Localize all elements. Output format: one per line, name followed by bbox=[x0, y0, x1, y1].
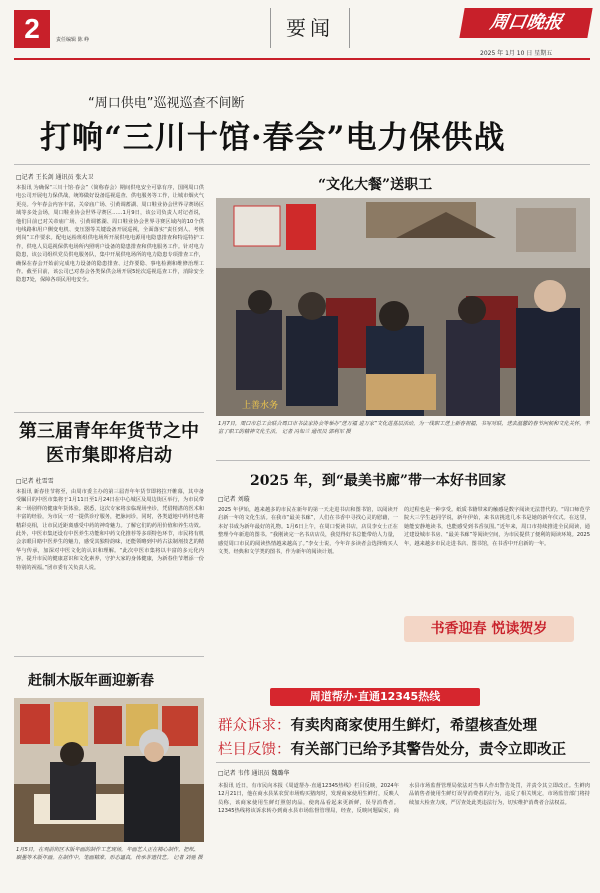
culture-photo bbox=[216, 198, 590, 416]
books-byline: □记者 刘璇 bbox=[218, 496, 250, 503]
help-divider bbox=[216, 762, 590, 763]
fair-divider bbox=[14, 412, 204, 413]
help-line-1-text: 有卖肉商家使用生鲜灯，希望核查处理 bbox=[290, 717, 537, 734]
books-body-left: 2025 年伊始，越来越多的市民在新年的第一天走进书店和图书馆，以阅读开启新一年的文化生活。在我市“最美书廊”，人们在书香中寻找心灵的慰藉，一本好书成为新年最好的礼物。1月6日上午，在周口悦读书店，店员李女士正在整理今年新进的图书。“我刚读完一名书店店员，我觉得好书总能带给人力量，感觉周口市民的阅读热情越来越高了。”李女士说，今年许多读者会选择购买人文类、经典和文学类的图书，作为新年的阅读计划。 bbox=[218, 507, 398, 556]
fair-headline: 第三届青年年货节之中医市集即将启动 bbox=[19, 421, 199, 466]
lead-headline: 打响“三川十馆·春会”电力保供战 bbox=[40, 120, 506, 156]
fair-body: 本报讯 新春佳节将至，由周市委主办的第三届青年年货节即将拉开帷幕，其中备受瞩目的中医市集将于1月11日至1月24日在中心城区及周边街区举行，为市民带来一场别样的健康年货体验。据悉，这次专家将亲临现场坐诊，凭借精湛的医术和丰富的经验，为市民一对一提供诊疗服务，把脉问诊，同时，各类道地中药材也将精彩亮相，让市民近距离感受中药的神奇魅力。了解它们的药用价值和养生功效。此外，中医市集还设有中医养生功能和中药文化推荐等多项特色环节，市民将有机会亲眼目睹中医养生的魅力，感受其独特韵味，还能领略到中药古法制剂技艺的精华与传承，加深对中医文化的认识和理解。“此次中医市集将以丰富的多元化内容，提升市民的健康意识和文化素养，守护大家的身体健康，为新春佳节增添一份特别的祝福。”团市委有关负责人说。 bbox=[16, 489, 204, 571]
books-headline: 2025 年，到“最美书廊”带一本好书回家 bbox=[250, 473, 506, 489]
culture-headline: “文化大餐”送职工 bbox=[318, 177, 433, 193]
fair-byline: □记者 杜雪雪 bbox=[16, 478, 54, 485]
help-line-1-label: 群众诉求： bbox=[218, 718, 291, 734]
culture-photo-illustration bbox=[216, 198, 590, 416]
woodcut-headline: 赶制木版年画迎新春 bbox=[28, 673, 154, 689]
woodcut-divider bbox=[14, 656, 204, 657]
help-banner: 周道帮办·直通12345热线 bbox=[270, 688, 480, 706]
page-number: 2 bbox=[14, 10, 50, 48]
help-line-2-label: 栏目反馈： bbox=[218, 742, 291, 758]
help-line-2 bbox=[218, 738, 566, 759]
books-top-divider bbox=[216, 460, 590, 461]
help-byline: □记者 韦伟 通讯员 魏璐华 bbox=[218, 770, 290, 777]
help-body: 本报讯 近日，有市民向本报《周道帮办·直通12345热线》栏目反映，2024年12月21日，他在商水县某农贸市场购买猪肉时，发现商家使用生鲜灯，反映人员称，该商家使用生鲜灯照射肉品，使肉品看起来更新鲜，误导消费者。12345热线将该诉求转办到商水县市场监督管理局，经查，反映问题属实，商水县市场监督管理局依法对当事人作出警告处罚，并责令其立即改正。生鲜肉品销售者使用生鲜灯误导消费者的行为，违反了相关规定，市场监管部门将持续加大检查力度，严厉查处此类违法行为，切实维护消费者合法权益。 bbox=[218, 783, 590, 815]
responsible-editor: 责任编辑 陈 峥 bbox=[56, 37, 90, 43]
lead-divider bbox=[14, 164, 590, 165]
woodcut-photo-illustration bbox=[14, 698, 204, 842]
books-slogan: 书香迎春 悦读贺岁 bbox=[404, 616, 574, 642]
woodcut-photo bbox=[14, 698, 204, 842]
lead-byline: □记者 王长剑 通讯员 张大卫 bbox=[16, 174, 94, 181]
help-line-2-text: 有关部门已给予其警告处分，责令立即改正 bbox=[290, 741, 566, 758]
woodcut-caption: 1月5日，在观前街区木版年画的制作工艺现场，年画艺人正在精心制作，把纸、刷墨等木版年画。在制作中，笔画精准，形态逼真，传承非遗技艺。 记者 刘驰 摄 bbox=[16, 847, 203, 861]
issue-date: 2025 年 1月 10 日 星期五 bbox=[480, 50, 553, 57]
newspaper-logo: 周口晚报 bbox=[459, 8, 592, 38]
help-line-1 bbox=[218, 714, 537, 735]
masthead-rule bbox=[14, 58, 590, 60]
lead-body: 本报讯 为确保“三川十馆·春会”（简称春会）期间供电安全可靠有序，国网周口供电公司开展电力保供战，统筹做好设备巡视巡查、供电服务等工作，让城市烟火气更亮。今年春会内容丰富，关帝庙广场、引黄调蓄湖、周口鞋业协会世界寻赛场区域等多处会场，周口鞋业协会世界寻赛区……1月9日，该公司负责人对记者说，他们目前已对关帝庙广场、引黄调蓄湖、周口鞋业协会世界寻赛区域内的10个供电线路和用户侧变电机、变压器等关键设备开展巡视，全面落实“责任到人、考核到岗”工作要求。配电运检班组供电场所开展供电电源用电隐患排查和特巡特护工作，供电人员巡视保供电场所内照明户设备的隐患排查和供电服务工作。针对电力隐患，该公司组织党员供电服务队，集中开展供电场所的电力隐患专项排查工作，确保在春会开始前完成电力设备的隐患排查、过炸要隐、事电检测和维修治理工作。截至目前，该公司已对春会各类保供会场开展5轮次巡视巡查工作，消除安全隐患7处，保障各项民用电安全。 bbox=[16, 185, 204, 284]
lead-kicker: “周口供电”巡视巡查不间断 bbox=[88, 96, 245, 111]
culture-caption: 1月7日，周口市总工会联合周口市书法家协会等举办“送万福 进万家”文化进基层活动，为一线职工送上新春祝福，书写对联，送去温馨的春节问候和文化关怀，丰富了职工的精神文化生活。 记者 冯如兰 通讯员 郭利军 摄 bbox=[218, 421, 590, 435]
section-title: 要闻 bbox=[270, 8, 350, 48]
books-body-right: 的过程也是一种享受。纸质书籍带来的触感是数字阅读无法替代的。“周口师范学院大三学生赵同学说，新年伊始，来书店挑选几本书是她的新年仪式。在这里，她能安静地读书，也能感受到书香氛围。”近年来，周口市持续推进全民阅读，通过建设城市书房、“最美书廊”等阅读空间，为市民提供了便利的阅读环境。2025年，越来越多市民走进书店、图书馆，在书香中开启新的一年。 bbox=[404, 507, 590, 547]
culture-photo-banner-text: 上善水务 bbox=[242, 401, 279, 411]
